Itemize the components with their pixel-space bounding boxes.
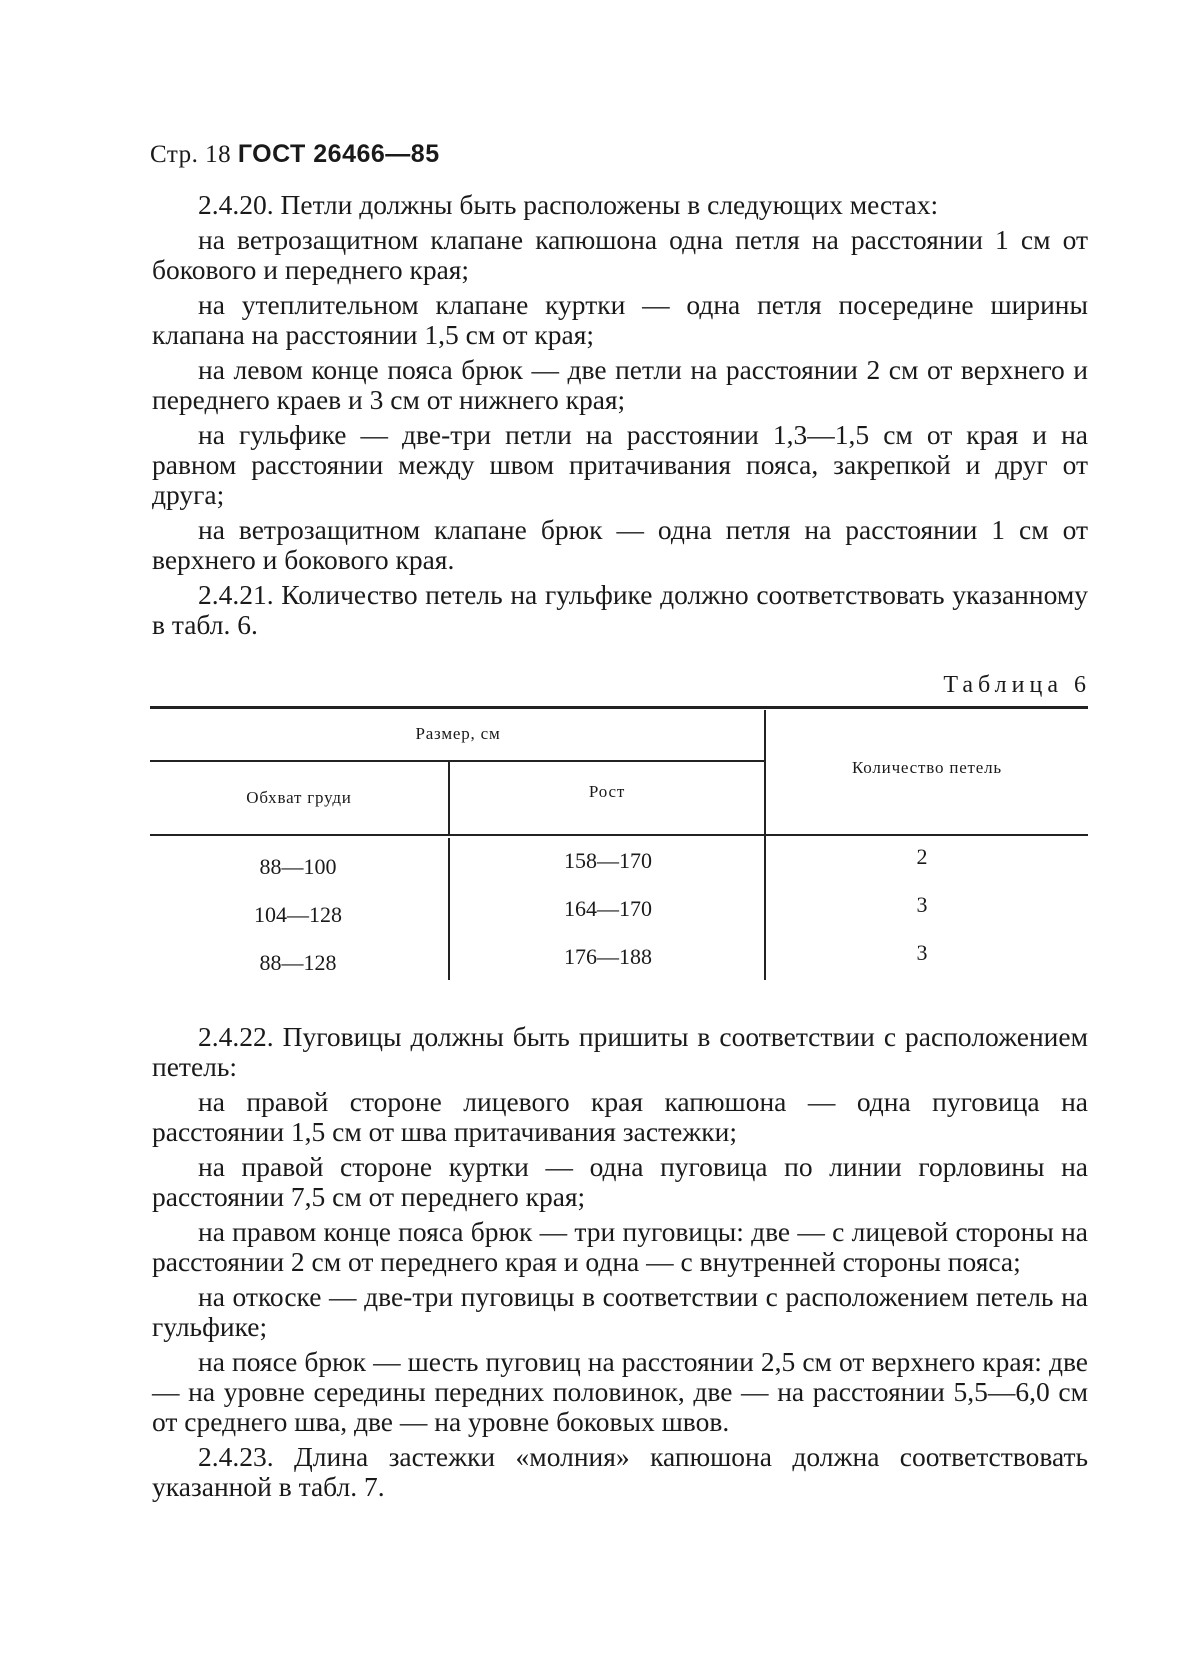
text-block-2 — [152, 1022, 1088, 1502]
paragraph: на правой стороне лицевого края капюшона — одна пуговица на расстоянии 1,5 см от шва притачивания застежки; — [152, 1086, 1088, 1147]
paragraph: на правой стороне куртки — одна пуговица по линии горловины на расстоянии 7,5 см от переднего края; — [152, 1151, 1088, 1212]
page-header — [150, 140, 440, 169]
table-col-divider — [764, 710, 766, 980]
table-cell: 3 — [916, 892, 928, 917]
paragraph: 2.4.21. Количество петель на гульфике должно соответствовать указанному в табл. 6. — [152, 579, 1088, 640]
table-group-rule — [150, 760, 766, 762]
text-block-1 — [152, 190, 1088, 640]
table-top-rule — [150, 706, 1088, 709]
table-cell: 164—170 — [564, 896, 652, 921]
paragraph: на откоске — две-три пуговицы в соответствии с расположением петель на гульфике; — [152, 1281, 1088, 1342]
table-header-group: Размер, см — [415, 724, 501, 743]
table-cell: 2 — [916, 844, 928, 869]
table-cell: 88—128 — [259, 950, 337, 975]
paragraph: на поясе брюк — шесть пуговиц на расстоянии 2,5 см от верхнего края: две — на уровне середины передних половинок, две — на расстоянии 5,5—6,0 см от среднего шва, две — на уровне боковых швов. — [152, 1346, 1088, 1437]
table-cell: 88—100 — [259, 854, 337, 879]
table-6 — [150, 706, 1090, 986]
paragraph: на левом конце пояса брюк — две петли на расстоянии 2 см от верхнего и переднего краев и 3 см от нижнего края; — [152, 354, 1088, 415]
paragraph: 2.4.23. Длина застежки «молния» капюшона должна соответствовать указанной в табл. 7. — [152, 1441, 1088, 1502]
table-cell: 3 — [916, 940, 928, 965]
table-header-count: Количество петель — [852, 758, 1002, 777]
page-number: Стр. 18 — [150, 141, 232, 168]
paragraph: на гульфике — две-три петли на расстоянии 1,3—1,5 см от края и на равном расстоянии между швом притачивания пояса, закрепкой и друг от друга; — [152, 419, 1088, 510]
standard-number: ГОСТ 26466—85 — [237, 140, 440, 168]
paragraph: на ветрозащитном клапане капюшона одна петля на расстоянии 1 см от бокового и переднего края; — [152, 224, 1088, 285]
paragraph: 2.4.20. Петли должны быть расположены в следующих местах: — [198, 189, 939, 220]
paragraph: на правом конце пояса брюк — три пуговицы: две — с лицевой стороны на расстоянии 2 см от переднего края и одна — с внутренней стороны пояса; — [152, 1216, 1088, 1277]
paragraph: на утеплительном клапане куртки — одна петля посередине ширины клапана на расстоянии 1,5 см от края; — [152, 289, 1088, 350]
table-title: Таблица 6 — [943, 672, 1091, 698]
table-header-height: Рост — [588, 782, 626, 801]
table-header-rule — [150, 834, 1088, 836]
table-cell: 104—128 — [254, 902, 342, 927]
table-cell: 158—170 — [564, 848, 652, 873]
table-col-divider — [448, 838, 450, 980]
paragraph: на ветрозащитном клапане брюк — одна петля на расстоянии 1 см от верхнего и бокового края. — [152, 514, 1088, 575]
paragraph: 2.4.22. Пуговицы должны быть пришиты в соответствии с расположением петель: — [152, 1021, 1088, 1082]
table-header-chest: Обхват груди — [246, 788, 352, 807]
table-cell: 176—188 — [564, 944, 652, 969]
